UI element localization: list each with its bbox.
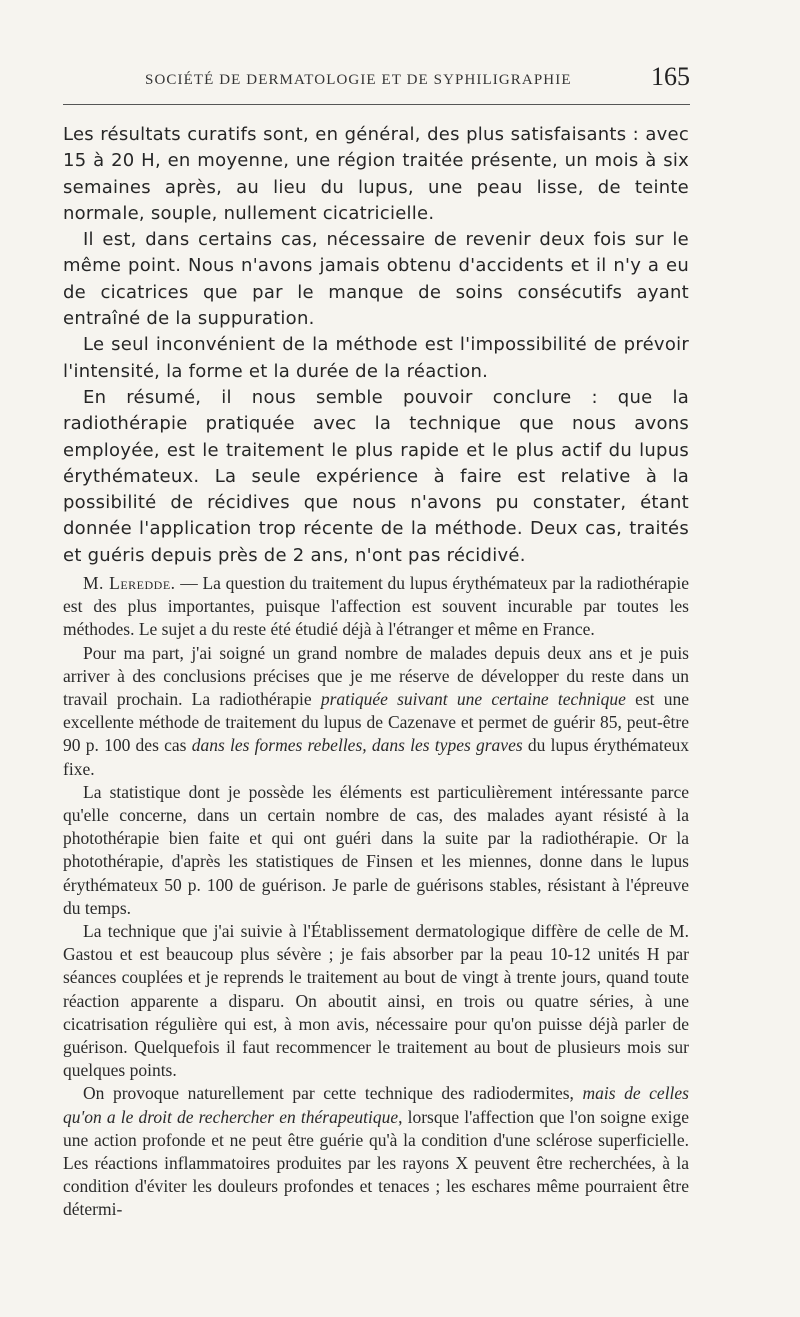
italic-phrase: dans les formes rebelles, dans les types graves: [191, 735, 523, 756]
speaker-name: M. Leredde.: [83, 573, 176, 593]
italic-phrase: mais de celles qu'on a le droit de rechercher en thérapeutique: [63, 1083, 689, 1127]
paragraph-repeat-treatment: Il est, dans certains cas, nécessaire de revenir deux fois sur le même point. Nous n'avons jamais obtenu d'accidents et il n'y a eu de cicatrices que par le manque de soins consécutifs ayant entraîné de la suppuration.: [63, 229, 689, 330]
paragraph-text: Pour ma part, j'ai soigné un grand nombre de malades depuis deux ans et je puis arriver à des conclusions précises que je me réserve de développer du reste dans un travail prochain. La radiothérapie: [63, 642, 689, 710]
discussion-section: [63, 572, 689, 1222]
paragraph-results: Les résultats curatifs sont, en général, des plus satisfaisants : avec 15 à 20 H, en moyenne, une région traitée présente, un mois à six semaines après, au lieu du lupus, une peau lisse, de teinte normale, souple, nullement cicatricielle.: [63, 124, 689, 224]
paragraph-radiodermites: [63, 1082, 689, 1221]
paragraph-leredde-intro: [63, 572, 689, 642]
paragraph-summary: En résumé, il nous semble pouvoir conclure : que la radiothérapie pratiquée avec la technique que nous avons employée, est le traitement le plus rapide et le plus actif du lupus érythémateux. La seule expérience à faire est relative à la possibilité de récidives que nous n'avons pu constater, étant donnée l'application trop récente de la méthode. Deux cas, traités et guéris depuis près de 2 ans, n'ont pas récidivé.: [63, 386, 689, 566]
paragraph-statistics: La statistique dont je possède les éléments est particulièrement intéressante parce qu'elle concerne, dans un certain nombre de cas, des malades ayant résisté à la photothérapie bien faite et qui ont guéri dans la suite par la radiothérapie. Or la photothérapie, d'après les statistiques de Finsen et les miennes, donne dans le lupus érythémateux 50 p. 100 de guérison. Je parle de guérisons stables, résistant à l'épreuve du temps.: [63, 781, 689, 918]
paragraph-text: est une excellente méthode de traitement du lupus de Cazenave et permet de guérir 85, peut-être 90 p. 100 des cas: [63, 689, 689, 756]
paragraph-text: du lupus érythémateux fixe.: [63, 735, 689, 779]
paragraph-technique: La technique que j'ai suivie à l'Établissement dermatologique diffère de celle de M. Gastou et est beaucoup plus sévère ; je fais absorber par la peau 10-12 unités H par séances couplées et je reprends le traitement au bout de vingt à trente jours, quand toute réaction apparente a disparu. On aboutit ainsi, en trois ou quatre séries, à une cicatrisation régulière qui est, à mon avis, nécessaire pour qu'on puisse déjà parler de guérison. Quelquefois il faut recommencer le traitement au bout de plusieurs mois sur quelques points.: [63, 921, 689, 1081]
running-title: SOCIÉTÉ DE DERMATOLOGIE ET DE SYPHILIGRAPHIE: [145, 72, 572, 88]
page-number: 165: [651, 62, 690, 91]
paragraph-own-experience: [63, 642, 689, 781]
study-conclusion-section: [63, 122, 689, 569]
paragraph-text: — La question du traitement du lupus érythémateux par la radiothérapie est des plus importantes, puisque l'affection est souvent incurable par toutes les méthodes. Le sujet a du reste été étudié déjà à l'étranger et même en France.: [63, 573, 690, 640]
page-header: [63, 58, 690, 105]
paragraph-drawback: Le seul inconvénient de la méthode est l'impossibilité de prévoir l'intensité, la forme et la durée de la réaction.: [63, 334, 689, 382]
italic-phrase: pratiquée suivant une certaine technique: [320, 689, 626, 710]
paragraph-text: On provoque naturellement par cette technique des radiodermites,: [83, 1083, 583, 1104]
paragraph-text: , lorsque l'affection que l'on soigne exige une action profonde et ne peut être guérie qu'à la condition d'une sclérose superficielle. Les réactions inflammatoires produites par les rayons X peuvent être recherchées, à la condition d'éviter les douleurs profondes et tenaces ; les eschares même pourraient être détermi-: [63, 1106, 689, 1220]
